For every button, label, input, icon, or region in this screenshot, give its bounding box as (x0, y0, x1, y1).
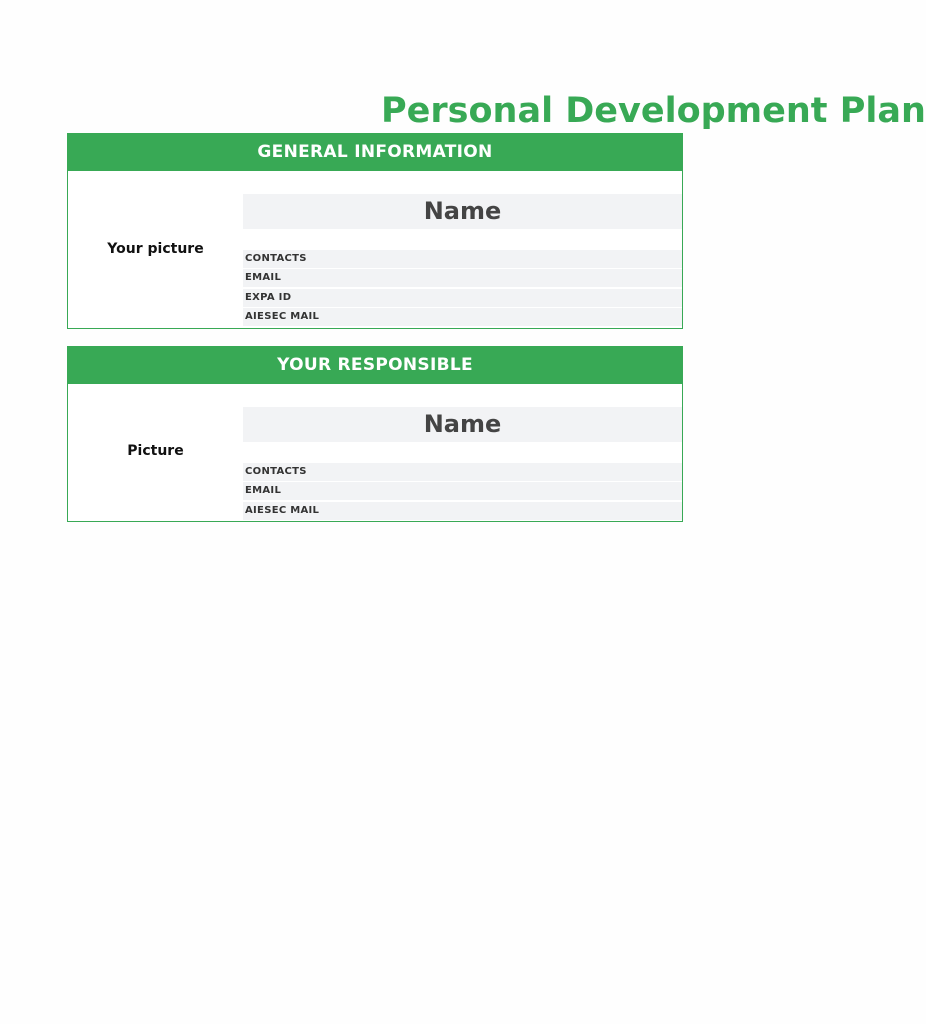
responsible-contacts-field[interactable]: CONTACTS (243, 463, 682, 481)
aiesec-mail-field[interactable]: AIESEC MAIL (243, 308, 682, 326)
your-responsible-header: YOUR RESPONSIBLE (67, 346, 683, 384)
your-picture-placeholder[interactable]: Your picture (107, 241, 204, 257)
your-responsible-section (67, 346, 683, 522)
general-information-header: GENERAL INFORMATION (67, 133, 683, 171)
responsible-picture-placeholder[interactable]: Picture (127, 443, 184, 459)
expa-id-field[interactable]: EXPA ID (243, 289, 682, 307)
responsible-name-field[interactable]: Name (243, 407, 682, 442)
name-field[interactable]: Name (243, 194, 682, 229)
document-title: Personal Development Plan (381, 91, 926, 131)
general-information-body (67, 171, 683, 329)
general-information-section (67, 133, 683, 329)
email-field[interactable]: EMAIL (243, 269, 682, 287)
responsible-email-field[interactable]: EMAIL (243, 482, 682, 500)
your-responsible-body (67, 384, 683, 522)
contacts-field[interactable]: CONTACTS (243, 250, 682, 268)
responsible-aiesec-mail-field[interactable]: AIESEC MAIL (243, 502, 682, 520)
